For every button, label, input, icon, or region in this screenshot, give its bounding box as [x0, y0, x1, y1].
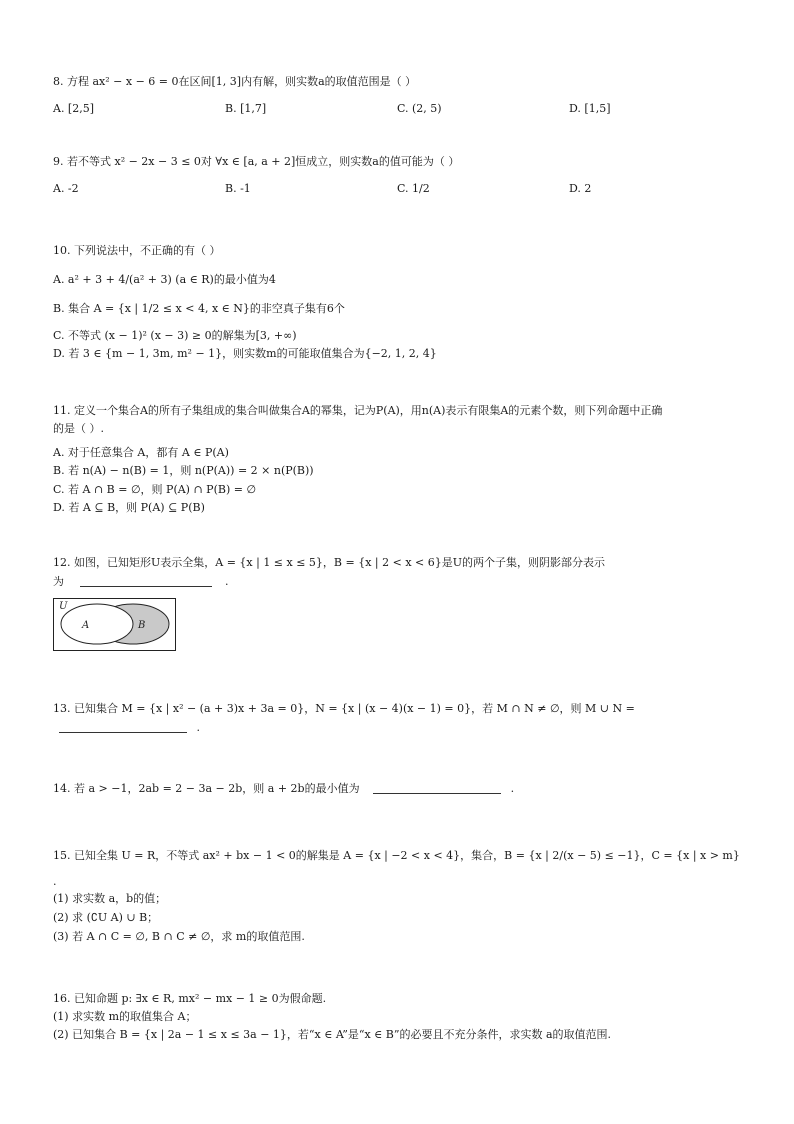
question-11-option-b: B. 若 n(A) − n(B) = 1，则 n(P(A)) = 2 × n(P(B)) — [53, 464, 314, 477]
question-9-option-d: D. 2 — [569, 182, 592, 195]
question-16-part-2: (2) 已知集合 B = {x | 2a − 1 ≤ x ≤ 3a − 1}，若“x ∈ A”是“x ∈ B”的必要且不充分条件，求实数 a的取值范围. — [53, 1028, 612, 1041]
question-11-stem-line1: 11. 定义一个集合A的所有子集组成的集合叫做集合A的幂集，记为P(A)，用n(A)表示有限集A的元素个数，则下列命题中正确 — [53, 404, 663, 417]
question-14-prefix: 14. 若 a > −1，2ab = 2 − 3a − 2b，则 a + 2b的最小值为 — [53, 782, 360, 795]
question-15-part-3: (3) 若 A ∩ C = ∅, B ∩ C ≠ ∅，求 m的取值范围. — [53, 930, 305, 943]
venn-diagram — [53, 598, 176, 651]
question-10-stem: 10. 下列说法中，不正确的有（ ） — [53, 244, 221, 257]
question-16-stem: 16. 已知命题 p: ∃x ∈ R, mx² − mx − 1 ≥ 0为假命题. — [53, 992, 327, 1005]
question-10-option-d: D. 若 3 ∈ {m − 1, 3m, m² − 1}，则实数m的可能取值集合为{−2, 1, 2, 4} — [53, 347, 437, 360]
question-16-part-1: (1) 求实数 m的取值集合 A； — [53, 1010, 197, 1023]
question-9-option-a: A. -2 — [53, 182, 79, 195]
question-14-answer-blank[interactable] — [373, 781, 501, 794]
venn-label-u: U — [59, 601, 68, 612]
question-8-stem: 8. 方程 ax² − x − 6 = 0在区间[1, 3]内有解，则实数a的取值范围是（ ） — [53, 75, 417, 88]
question-13-answer-line — [53, 720, 200, 736]
question-9-option-b: B. -1 — [225, 182, 251, 195]
question-8-option-d: D. [1,5] — [569, 102, 611, 115]
question-15-dot: . — [53, 875, 57, 888]
venn-label-a: A — [82, 620, 90, 631]
question-14-line — [53, 781, 514, 797]
question-9-stem: 9. 若不等式 x² − 2x − 3 ≤ 0对 ∀x ∈ [a, a + 2]恒成立，则实数a的值可能为（ ） — [53, 155, 460, 168]
question-8-option-a: A. [2,5] — [53, 102, 95, 115]
question-11-stem-line2: 的是（ ）. — [53, 422, 104, 435]
question-15-stem: 15. 已知全集 U = R，不等式 ax² + bx − 1 < 0的解集是 A = {x | −2 < x < 4}，集合，B = {x | 2/(x − 5) ≤ −1}，C = {x | x > m} — [53, 849, 740, 862]
question-11-option-a: A. 对于任意集合 A，都有 A ∈ P(A) — [53, 446, 229, 459]
question-12-answer-blank[interactable] — [80, 574, 212, 587]
question-11-option-d: D. 若 A ⊆ B，则 P(A) ⊆ P(B) — [53, 501, 205, 514]
question-9-option-c: C. 1/2 — [397, 182, 430, 195]
question-10-option-b: B. 集合 A = {x | 1/2 ≤ x < 4, x ∈ N}的非空真子集有6个 — [53, 302, 345, 315]
question-11-option-c: C. 若 A ∩ B = ∅，则 P(A) ∩ P(B) = ∅ — [53, 483, 257, 496]
question-14-suffix: . — [510, 782, 515, 795]
question-15-part-2: (2) 求 (∁U A) ∪ B； — [53, 911, 159, 924]
question-13-answer-blank[interactable] — [59, 720, 187, 733]
question-15-part-1: (1) 求实数 a，b的值； — [53, 892, 167, 905]
venn-label-b: B — [138, 620, 146, 631]
question-13-stem: 13. 已知集合 M = {x | x² − (a + 3)x + 3a = 0}，N = {x | (x − 4)(x − 1) = 0}，若 M ∩ N ≠ ∅，则 M ∪ N = — [53, 702, 635, 715]
question-10-option-c: C. 不等式 (x − 1)² (x − 3) ≥ 0的解集为[3, +∞) — [53, 329, 297, 342]
question-12-suffix: . — [225, 575, 229, 588]
question-13-suffix: . — [196, 721, 200, 734]
question-12-stem-line2 — [53, 574, 229, 590]
question-12-prefix: 为 — [53, 575, 64, 588]
question-10-option-a: A. a² + 3 + 4/(a² + 3) (a ∈ R)的最小值为4 — [53, 273, 276, 286]
question-12-stem-line1: 12. 如图，已知矩形U表示全集，A = {x | 1 ≤ x ≤ 5}，B = {x | 2 < x < 6}是U的两个子集，则阴影部分表示 — [53, 556, 606, 569]
venn-set-a-ellipse — [61, 604, 133, 644]
question-8-option-c: C. (2, 5) — [397, 102, 442, 115]
question-8-option-b: B. [1,7] — [225, 102, 267, 115]
